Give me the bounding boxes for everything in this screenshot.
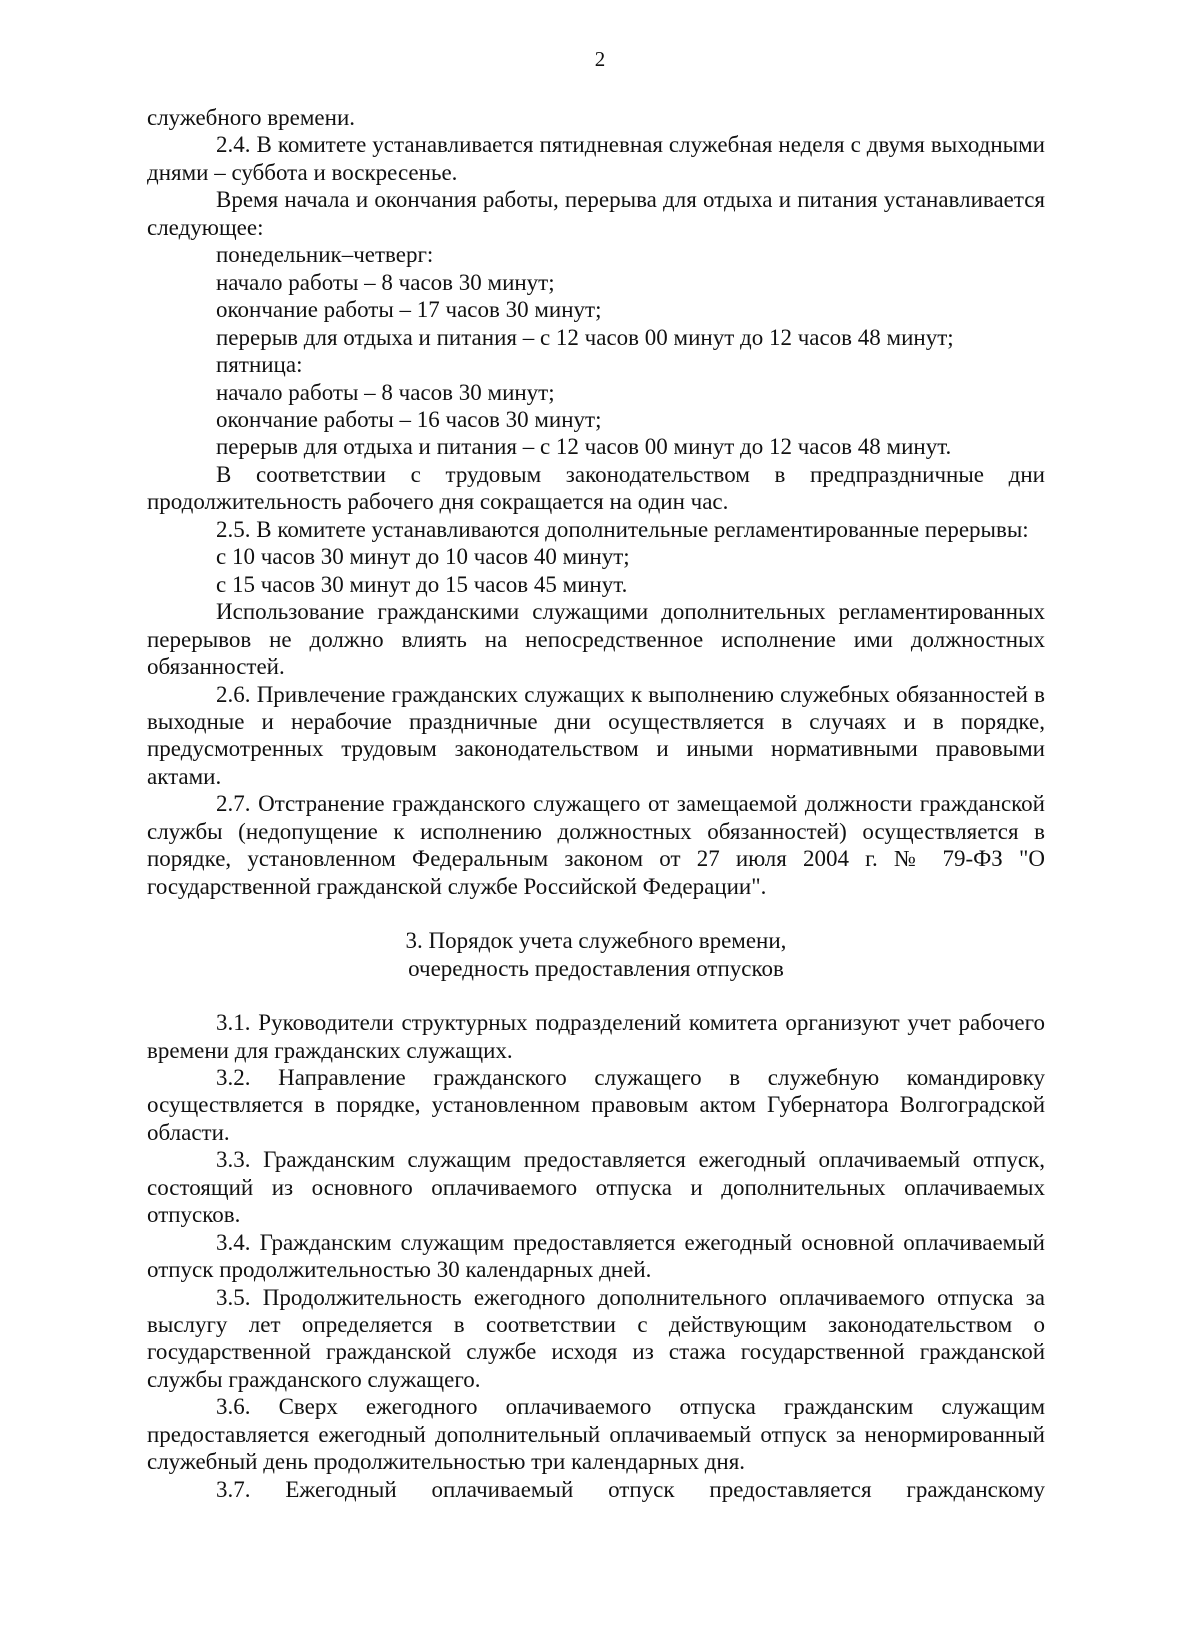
paragraph-2-4: 2.4. В комитете устанавливается пятидневная служебная неделя с двумя выходными днями – суббота и воскресенье.	[147, 132, 1045, 185]
schedule-item: начало работы – 8 часов 30 минут;	[216, 379, 555, 405]
section-heading-line: 3. Порядок учета служебного времени,	[405, 928, 787, 954]
paragraph-2-5: 2.5. В комитете устанавливаются дополнительные регламентированные перерывы:	[216, 516, 1029, 542]
page-number: 2	[594, 47, 606, 71]
schedule-item: пятница:	[216, 352, 303, 378]
break-item: с 15 часов 30 минут до 15 часов 45 минут.	[216, 571, 628, 597]
schedule-item: понедельник–четверг:	[216, 242, 434, 268]
paragraph-3-5: 3.5. Продолжительность ежегодного дополнительного оплачиваемого отпуска за выслугу лет определяется в соответствии с действующим законодательством о государственной гражданской службе исходя из стажа государственной гражданской службы гражданского служащего.	[147, 1284, 1045, 1392]
schedule-list	[147, 241, 1045, 461]
paragraph-2-6: 2.6. Привлечение гражданских служащих к выполнению служебных обязанностей в выходные и нерабочие праздничные дни осуществляется в случаях и в порядке, предусмотренных трудовым законодательством и иными нормативными правовыми актами.	[147, 681, 1045, 789]
document-body	[147, 104, 1045, 1503]
schedule-item: перерыв для отдыха и питания – с 12 часов 00 минут до 12 часов 48 минут;	[216, 324, 954, 350]
paragraph-time-intro: Время начала и окончания работы, перерыва для отдыха и питания устанавливается следующее:	[147, 187, 1045, 240]
schedule-item: перерыв для отдыха и питания – с 12 часов 00 минут до 12 часов 48 минут.	[216, 434, 952, 460]
paragraph-3-2: 3.2. Направление гражданского служащего в служебную командировку осуществляется в порядке, установленном правовым актом Губернатора Волгоградской области.	[147, 1064, 1045, 1145]
paragraph-3-6: 3.6. Сверх ежегодного оплачиваемого отпуска гражданским служащим предоставляется ежегодный дополнительный оплачиваемый отпуск за ненормированный служебный день продолжительностью три календарных дня.	[147, 1394, 1045, 1475]
schedule-item: окончание работы – 16 часов 30 минут;	[216, 406, 602, 432]
paragraph-continuation: служебного времени.	[147, 105, 355, 130]
paragraph-3-3: 3.3. Гражданским служащим предоставляется ежегодный оплачиваемый отпуск, состоящий из основного оплачиваемого отпуска и дополнительных оплачиваемых отпусков.	[147, 1147, 1045, 1228]
breaks-list	[147, 543, 1045, 598]
break-item: с 10 часов 30 минут до 10 часов 40 минут;	[216, 544, 630, 570]
schedule-item: начало работы – 8 часов 30 минут;	[216, 269, 555, 295]
paragraph-2-7: 2.7. Отстранение гражданского служащего от замещаемой должности гражданской службы (недопущение к исполнению должностных обязанностей) осуществляется в порядке, установленном Федеральным законом от 27 июля 2004 г. № 79-ФЗ "О государственной гражданской службе Российской Федерации".	[147, 791, 1045, 899]
section-heading-line: очередность предоставления отпусков	[408, 955, 784, 981]
paragraph-3-7: 3.7. Ежегодный оплачиваемый отпуск предоставляется гражданскому	[216, 1476, 1045, 1502]
paragraph-3-1: 3.1. Руководители структурных подразделений комитета организуют учет рабочего времени для гражданских служащих.	[147, 1010, 1045, 1063]
schedule-item: окончание работы – 17 часов 30 минут;	[216, 297, 602, 323]
paragraph-3-4: 3.4. Гражданским служащим предоставляется ежегодный основной оплачиваемый отпуск продолжительностью 30 календарных дней.	[147, 1229, 1045, 1283]
paragraph-breaks-use: Использование гражданскими служащими дополнительных регламентированных перерывов не должно влиять на непосредственное исполнение ими должностных обязанностей.	[147, 599, 1045, 680]
paragraph-preholiday: В соответствии с трудовым законодательством в предпраздничные дни продолжительность рабочего дня сокращается на один час.	[147, 461, 1045, 515]
section-3-heading	[147, 927, 1045, 982]
